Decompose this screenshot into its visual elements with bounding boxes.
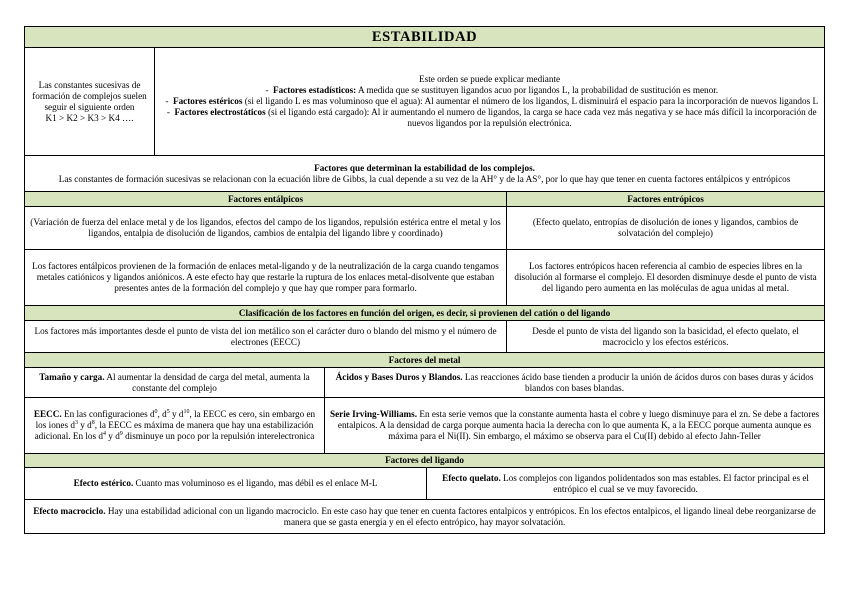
order-intro: Las constantes sucesivas de formación de complejos suelen seguir el siguiente orden [32,79,147,112]
order-formula: K1 > K2 > K3 > K4 …. [45,112,134,123]
determine-cell [25,156,825,192]
macrocycle-effect-cell: Efecto macrociclo. Hay una estabilidad adicional con un ligando macrociclo. En este caso hay que tener en cuenta factores entalpicos y entrópicos. En los efectos entalpicos, el ligando lineal debe reorganizarse de manera que se gasta energia y en el efecto entrópico, hay mayor solvatación. [25,500,825,534]
explanation-lead: Este orden se puede explicar mediante [419,74,561,84]
classification-ligand: Desde el punto de vista del ligando son la basicidad, el efecto quelato, el macrociclo y los efectos estéricos. [507,321,825,353]
metal-heading: Factores del metal [25,353,825,368]
chelate-effect-cell: Efecto quelato. Los complejos con ligandos polidentados son mas estables. El factor principal es el entrópico el cual se ve muy favorecido. [427,468,825,500]
entropic-text: Los factores entrópicos hacen referencia al cambio de especies libres en la disolución al formarse el complejo. El desorden disminuye desde el punto de vista del ligando pero aumenta en las moléculas de agua unidas al metal. [507,250,825,306]
page-title: ESTABILIDAD [25,27,825,48]
entropic-list: (Efecto quelato, entropías de disolución de iones y ligandos, cambios de solvatación del complejo) [507,207,825,250]
factor-steric: - Factores estéricos (si el ligando L es mas voluminoso que el agua): Al aumentar el número de los ligandos, L disminuirá el espacio para la incorporación de nuevos ligandos L [165,96,819,106]
explanation-cell [155,48,825,156]
stability-sheet [24,26,824,534]
enthalpic-heading: Factores entálpicos [25,192,507,207]
hsab-cell: Ácidos y Bases Duros y Blandos. Las reacciones ácido base tienden a producir la unión de ácidos duros con bases duras y ácidos blandos con bases blandas. [325,368,825,398]
classification-heading: Clasificación de los factores en función del origen, es decir, si provienen del catión o del ligando [25,306,825,321]
eecc-cell: EECC. En las configuraciones $d^0$, $d^5$ y $d^{10}$, la EECC es cero, sin embargo en los iones $d^3$ y $d^8$, la EECC es máxima de manera que hay una estabilización adicional. En los $d^4$ y $d^9$ disminuye un poco por la repulsión interelectronica [25,398,325,454]
factor-electrostatic: - Factores electrostáticos (si el ligando está cargado): Al ir aumentando el numero de ligandos, la carga se hace cada vez más negativa y se hace más difícil la incorporación de nuevos ligandos por la repulsión electrónica. [166,107,817,128]
order-cell [25,48,155,156]
factor-statistical: - Factores estadísticos: A medida que se sustituyen ligandos acuo por ligandos L, la probabilidad de sustitución es menor. [265,85,719,95]
ligand-heading: Factores del ligando [25,454,825,468]
determine-heading: Factores que determinan la estabilidad de los complejos. [314,162,535,173]
enthalpic-list: (Variación de fuerza del enlace metal y de los ligandos, efectos del campo de los ligandos, repulsión estérica entre el metal y los ligandos, entalpia de disolución de ligandos, cambios de entalpia del ligando libre y coordinado) [25,207,507,250]
entropic-heading: Factores entrópicos [507,192,825,207]
steric-effect-cell: Efecto estérico. Cuanto mas voluminoso es el ligando, mas débil es el enlace M-L [25,468,427,500]
determine-text: Las constantes de formación sucesivas se relacionan con la ecuación libre de Gibbs, la cual depende a su vez de la AH° y de la AS°, por lo que hay que tener en cuenta factores entálpicos y entrópicos [58,173,791,184]
irving-williams-cell: Serie Irving-Williams. En esta serie vemos que la constante aumenta hasta el cobre y luego disminuye para el zn. Se debe a factores entalpicos. A la densidad de carga porque aumenta hacia la derecha con lo que aumenta K, a la EECC porque aumenta aunque es máxima para el Ni(II). Sin embargo, el máximo se observa para el Cu(II) debido al efecto Jahn-Teller [325,398,825,454]
size-charge-cell: Tamaño y carga. Al aumentar la densidad de carga del metal, aumenta la constante del complejo [25,368,325,398]
classification-metal: Los factores más importantes desde el punto de vista del ion metálico son el carácter duro o blando del mismo y el número de electrones (EECC) [25,321,507,353]
enthalpic-text: Los factores entálpicos provienen de la formación de enlaces metal-ligando y de la neutralización de la carga cuando tengamos metales catiónicos y ligandos aniónicos. A este efecto hay que restarle la ruptura de los enlaces metal-disolvente que estaban presentes antes de la formación del complejo y que hay que romper para formarlo. [25,250,507,306]
stability-table [24,26,825,534]
